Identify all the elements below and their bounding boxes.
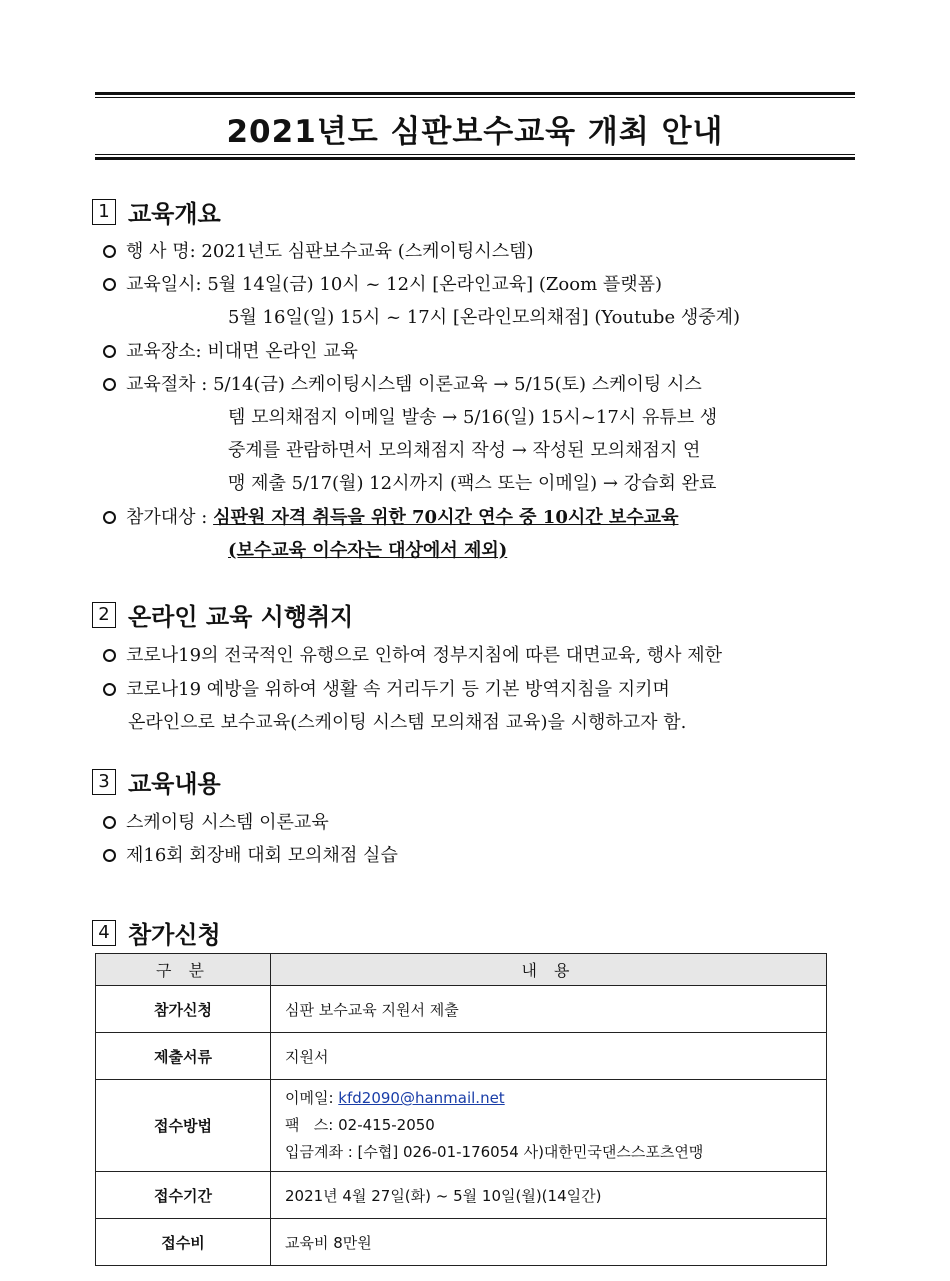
application-table — [95, 953, 827, 1266]
section-2-heading — [92, 597, 353, 632]
row-key: 접수방법 — [96, 1080, 271, 1172]
section-1-heading — [92, 194, 221, 229]
event-label: 행 사 명: — [126, 241, 196, 262]
table-row — [96, 1033, 827, 1080]
fax-line: 팩 스: 02-415-2050 — [285, 1116, 435, 1134]
row-value: 교육비 8만원 — [271, 1219, 827, 1266]
section-number: 4 — [92, 920, 116, 946]
title-bottom-rule-thin — [95, 154, 855, 155]
purpose-line-1 — [103, 641, 722, 667]
content-text-1: 스케이팅 시스템 이론교육 — [126, 812, 329, 833]
table-header-category: 구 분 — [96, 954, 271, 986]
row-key: 접수기간 — [96, 1172, 271, 1219]
row-key: 접수비 — [96, 1219, 271, 1266]
section-title: 온라인 교육 시행취지 — [128, 603, 354, 631]
circle-bullet-icon — [103, 245, 116, 258]
target-line-1 — [103, 503, 678, 529]
title-top-rule — [95, 92, 855, 95]
section-number: 3 — [92, 769, 116, 795]
circle-bullet-icon — [103, 816, 116, 829]
place-value: 비대면 온라인 교육 — [207, 341, 358, 362]
table-row — [96, 1219, 827, 1266]
circle-bullet-icon — [103, 683, 116, 696]
email-line — [285, 1085, 825, 1112]
target-line-2 — [228, 536, 507, 562]
procedure-line-1 — [103, 370, 702, 396]
email-label: 이메일: — [285, 1089, 339, 1107]
procedure-line-3: 중계를 관람하면서 모의채점지 작성 → 작성된 모의채점지 연 — [228, 440, 701, 461]
table-row — [96, 986, 827, 1033]
email-link[interactable]: kfd2090@hanmail.net — [338, 1089, 505, 1107]
purpose-text-2: 코로나19 예방을 위하여 생활 속 거리두기 등 기본 방역지침을 지키며 — [126, 679, 670, 700]
circle-bullet-icon — [103, 278, 116, 291]
content-item-2 — [103, 841, 398, 867]
content-text-2: 제16회 회장배 대회 모의채점 실습 — [126, 845, 398, 866]
procedure-line-2: 템 모의채점지 이메일 발송 → 5/16(일) 15시~17시 유튜브 생 — [228, 407, 718, 428]
circle-bullet-icon — [103, 511, 116, 524]
target-value-1: 심판원 자격 취득을 위한 70시간 연수 중 10시간 보수교육 — [213, 507, 679, 528]
page-title: 2021년도 심판보수교육 개최 안내 — [226, 114, 724, 150]
section-number: 1 — [92, 199, 116, 225]
date-line-1 — [103, 270, 662, 296]
purpose-line-2 — [103, 675, 670, 701]
account-line: 입금계좌 : [수협] 026-01-176054 사)대한민국댄스스포츠연맹 — [285, 1143, 704, 1161]
section-4-heading — [92, 915, 221, 950]
date-line-2: 5월 16일(일) 15시 ~ 17시 [온라인모의채점] (Youtube 생중계) — [228, 307, 741, 328]
circle-bullet-icon — [103, 345, 116, 358]
purpose-line-3: 온라인으로 보수교육(스케이팅 시스템 모의채점 교육)을 시행하고자 함. — [128, 712, 687, 733]
row-value: 심판 보수교육 지원서 제출 — [271, 986, 827, 1033]
procedure-label: 교육절차 : — [126, 374, 208, 395]
procedure-value-1: 5/14(금) 스케이팅시스템 이론교육 → 5/15(토) 스케이팅 시스 — [213, 374, 702, 395]
section-title: 참가신청 — [128, 921, 221, 949]
date-label: 교육일시: — [126, 274, 202, 295]
date-value-1: 5월 14일(금) 10시 ~ 12시 [온라인교육] (Zoom 플랫폼) — [207, 274, 663, 295]
content-item-1 — [103, 808, 329, 834]
target-label: 참가대상 : — [126, 507, 208, 528]
row-key: 제출서류 — [96, 1033, 271, 1080]
section-title: 교육개요 — [128, 200, 221, 228]
title-bottom-rule — [95, 157, 855, 160]
target-value-2: (보수교육 이수자는 대상에서 제외) — [228, 540, 508, 561]
circle-bullet-icon — [103, 649, 116, 662]
row-key: 참가신청 — [96, 986, 271, 1033]
row-value — [271, 1080, 827, 1172]
section-number: 2 — [92, 602, 116, 628]
row-value: 2021년 4월 27일(화) ~ 5월 10일(월)(14일간) — [271, 1172, 827, 1219]
row-value: 지원서 — [271, 1033, 827, 1080]
table-header-content: 내 용 — [271, 954, 827, 986]
table-header-row — [96, 954, 827, 986]
title-top-rule-thin — [95, 97, 855, 98]
place-label: 교육장소: — [126, 341, 202, 362]
section-title: 교육내용 — [128, 770, 221, 798]
procedure-line-4: 맹 제출 5/17(월) 12시까지 (팩스 또는 이메일) → 강습회 완료 — [228, 473, 717, 494]
circle-bullet-icon — [103, 378, 116, 391]
table-row — [96, 1172, 827, 1219]
table-row — [96, 1080, 827, 1172]
circle-bullet-icon — [103, 849, 116, 862]
place-line — [103, 337, 358, 363]
event-name-line — [103, 237, 534, 263]
section-3-heading — [92, 764, 221, 799]
purpose-text-1: 코로나19의 전국적인 유행으로 인하여 정부지침에 따른 대면교육, 행사 제한 — [126, 645, 723, 666]
event-value: 2021년도 심판보수교육 (스케이팅시스템) — [201, 241, 534, 262]
title-block — [95, 92, 855, 160]
